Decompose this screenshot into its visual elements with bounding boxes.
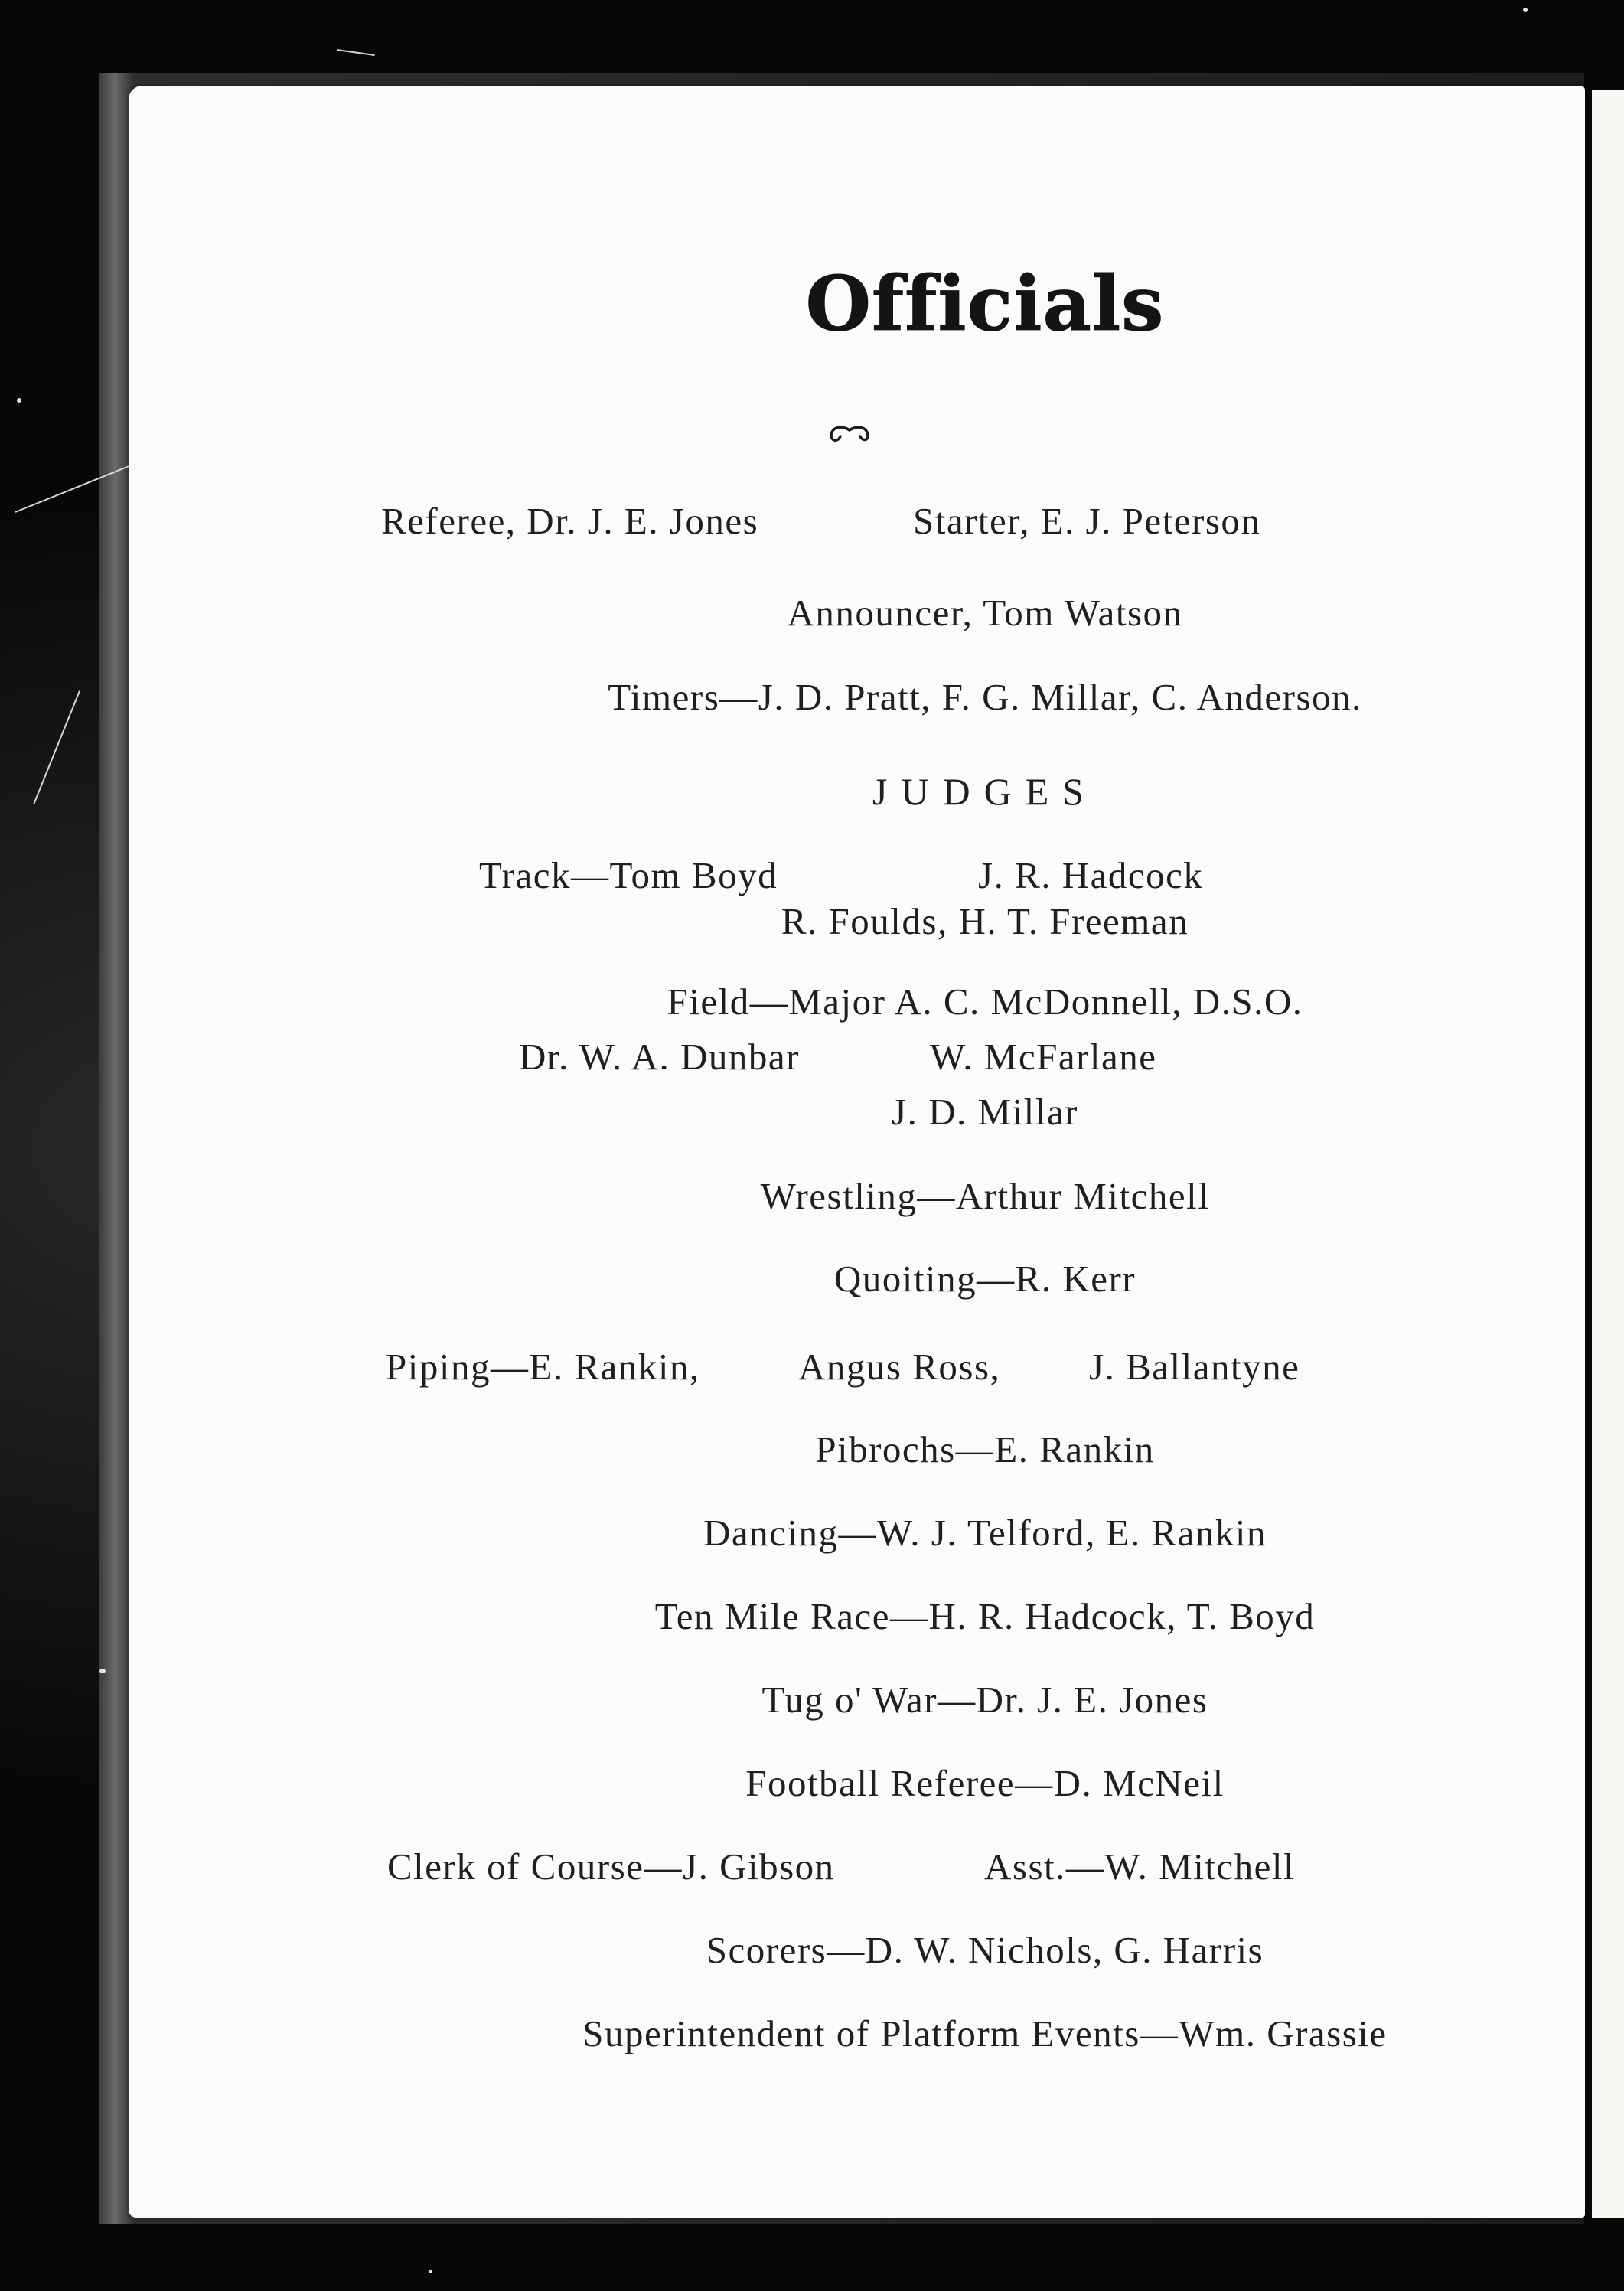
announcer-line: Announcer, Tom Watson <box>787 592 1183 634</box>
scorers-line: Scorers—D. W. Nichols, G. Harris <box>706 1929 1264 1971</box>
quoiting-judge-line: Quoiting—R. Kerr <box>833 1258 1136 1300</box>
tug-o-war-judge-line: Tug o' War—Dr. J. E. Jones <box>761 1679 1208 1721</box>
dancing-judge-line: Dancing—W. J. Telford, E. Rankin <box>703 1512 1267 1554</box>
superintendent-line: Superintendent of Platform Events—Wm. Grassie <box>582 2012 1388 2054</box>
dust-speck <box>99 1669 106 1673</box>
field-judge-line: J. D. Millar <box>892 1091 1078 1133</box>
officials-page-content <box>129 86 1585 2218</box>
starter-line: Starter, E. J. Peterson <box>913 500 1261 542</box>
assistant-clerk-line: Asst.—W. Mitchell <box>984 1846 1296 1888</box>
track-judge-line: J. R. Hadcock <box>978 854 1204 896</box>
ten-mile-judge-line: Ten Mile Race—H. R. Hadcock, T. Boyd <box>654 1595 1316 1637</box>
track-judge-line: Track—Tom Boyd <box>479 854 778 896</box>
piping-judge-line: J. Ballantyne <box>1089 1346 1300 1388</box>
curl-ornament-icon <box>828 419 871 447</box>
dust-speck <box>17 398 21 403</box>
field-judge-line: W. McFarlane <box>930 1036 1157 1078</box>
judges-heading: JUDGES <box>872 770 1098 813</box>
page-title: Officials <box>805 260 1165 348</box>
football-referee-line: Football Referee—D. McNeil <box>745 1762 1225 1804</box>
piping-judge-line: Piping—E. Rankin, <box>386 1346 700 1388</box>
field-judge-line: Field—Major A. C. McDonnell, D.S.O. <box>667 981 1303 1023</box>
piping-judge-line: Angus Ross, <box>798 1346 1001 1388</box>
field-judge-line: Dr. W. A. Dunbar <box>519 1036 800 1078</box>
clerk-of-course-line: Clerk of Course—J. Gibson <box>387 1846 835 1888</box>
referee-line: Referee, Dr. J. E. Jones <box>381 500 759 542</box>
wrestling-judge-line: Wrestling—Arthur Mitchell <box>760 1175 1210 1217</box>
track-judge-line: R. Foulds, H. T. Freeman <box>781 900 1189 942</box>
dust-speck <box>429 2270 432 2273</box>
timers-line: Timers—J. D. Pratt, F. G. Millar, C. Anderson. <box>608 676 1362 718</box>
dust-speck <box>1523 8 1528 12</box>
pibrochs-judge-line: Pibrochs—E. Rankin <box>815 1428 1155 1470</box>
facing-page <box>1592 90 1624 2218</box>
